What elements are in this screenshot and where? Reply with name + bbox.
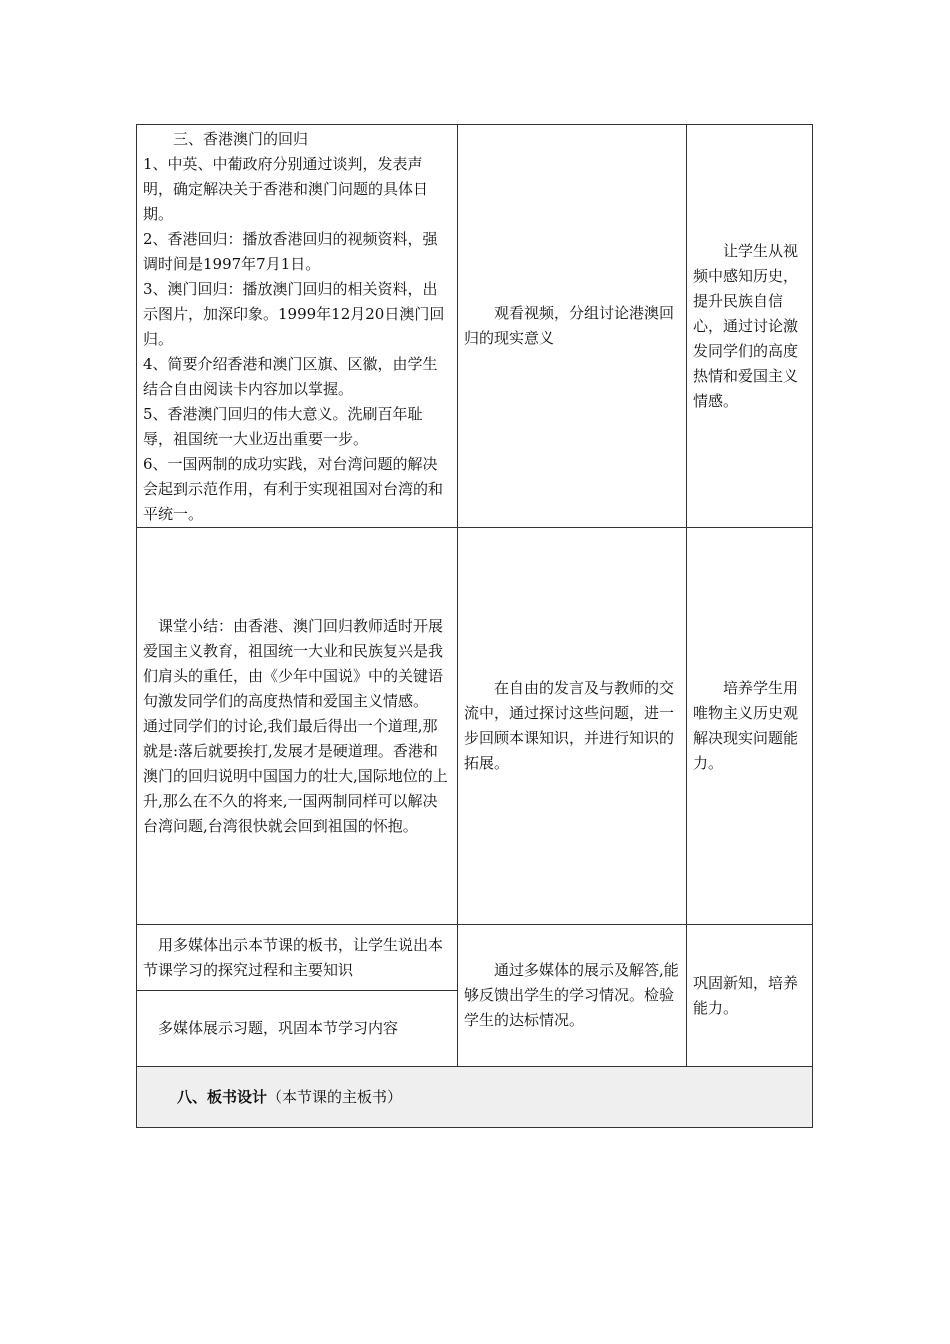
section3-title: 三、香港澳门的回归 [173, 130, 309, 148]
review-board-cell [137, 925, 458, 991]
table-row-board-design [137, 1067, 813, 1128]
table-row-review-board [137, 925, 813, 991]
board-design-heading: 八、板书设计 [177, 1087, 268, 1106]
section3-line-2: 2、香港回归：播放香港回归的视频资料，强调时间是1997年7月1日。 [143, 230, 438, 273]
section3-intent-cell [687, 125, 813, 528]
summary-intent: 培养学生用唯物主义历史观解决现实问题能力。 [693, 679, 799, 772]
review-exercise-text: 多媒体展示习题，巩固本节学习内容 [158, 1019, 399, 1037]
summary-para-1: 课堂小结：由香港、澳门回归教师适时开展爱国主义教育，祖国统一大业和民族复兴是我们肩头的重任，由《少年中国说》中的关键语句激发同学们的高度热情和爱国主义情感。 [143, 616, 444, 710]
review-intent: 巩固新知，培养能力。 [693, 973, 799, 1017]
summary-intent-cell [687, 528, 813, 925]
section3-intent: 让学生从视频中感知历史，提升民族自信心，通过讨论激发同学们的高度热情和爱国主义情感。 [693, 241, 799, 410]
section3-line-6: 6、一国两制的成功实践，对台湾问题的解决会起到示范作用，有利于实现祖国对台湾的和平统一。 [143, 455, 444, 523]
section3-student-activity-cell [458, 125, 687, 528]
section3-line-3: 3、澳门回归：播放澳门回归的相关资料，出示图片，加深印象。1999年12月20日澳门回归。 [143, 280, 445, 348]
review-exercise-cell [137, 991, 458, 1067]
section3-line-5: 5、香港澳门回归的伟大意义。洗刷百年耻辱，祖国统一大业迈出重要一步。 [143, 405, 423, 448]
summary-student-activity: 在自由的发言及与教师的交流中，通过探讨这些问题，进一步回顾本课知识，并进行知识的拓展。 [464, 679, 675, 772]
board-design-note: （本节课的主板书） [267, 1087, 403, 1106]
summary-content-cell [137, 528, 458, 925]
section3-line-4: 4、简要介绍香港和澳门区旗、区徽，由学生结合自由阅读卡内容加以掌握。 [143, 355, 438, 398]
review-intent-cell [687, 925, 813, 1067]
table-row-summary [137, 528, 813, 925]
lesson-plan-table [136, 124, 813, 1128]
section3-content-cell [137, 125, 458, 528]
summary-para-2: 通过同学们的讨论,我们最后得出一个道理,那就是:落后就要挨打,发展才是硬道理。香港和澳门的回归说明中国国力的壮大,国际地位的上升,那么在不久的将来,一国两制同样可以解决台湾问题,台湾很快就会回到祖国的怀抱。 [143, 716, 448, 835]
board-design-cell [137, 1067, 813, 1128]
review-student-activity-cell [458, 925, 687, 1067]
table-row-section3 [137, 125, 813, 528]
section3-line-1: 1、中英、中葡政府分别通过谈判，发表声明，确定解决关于香港和澳门问题的具体日期。 [143, 155, 429, 223]
review-board-text: 用多媒体出示本节课的板书，让学生说出本节课学习的探究过程和主要知识 [143, 935, 444, 979]
summary-student-activity-cell [458, 528, 687, 925]
section3-student-activity: 观看视频，分组讨论港澳回归的现实意义 [464, 304, 675, 347]
review-student-activity: 通过多媒体的展示及解答,能够反馈出学生的学习情况。检验学生的达标情况。 [464, 961, 679, 1029]
